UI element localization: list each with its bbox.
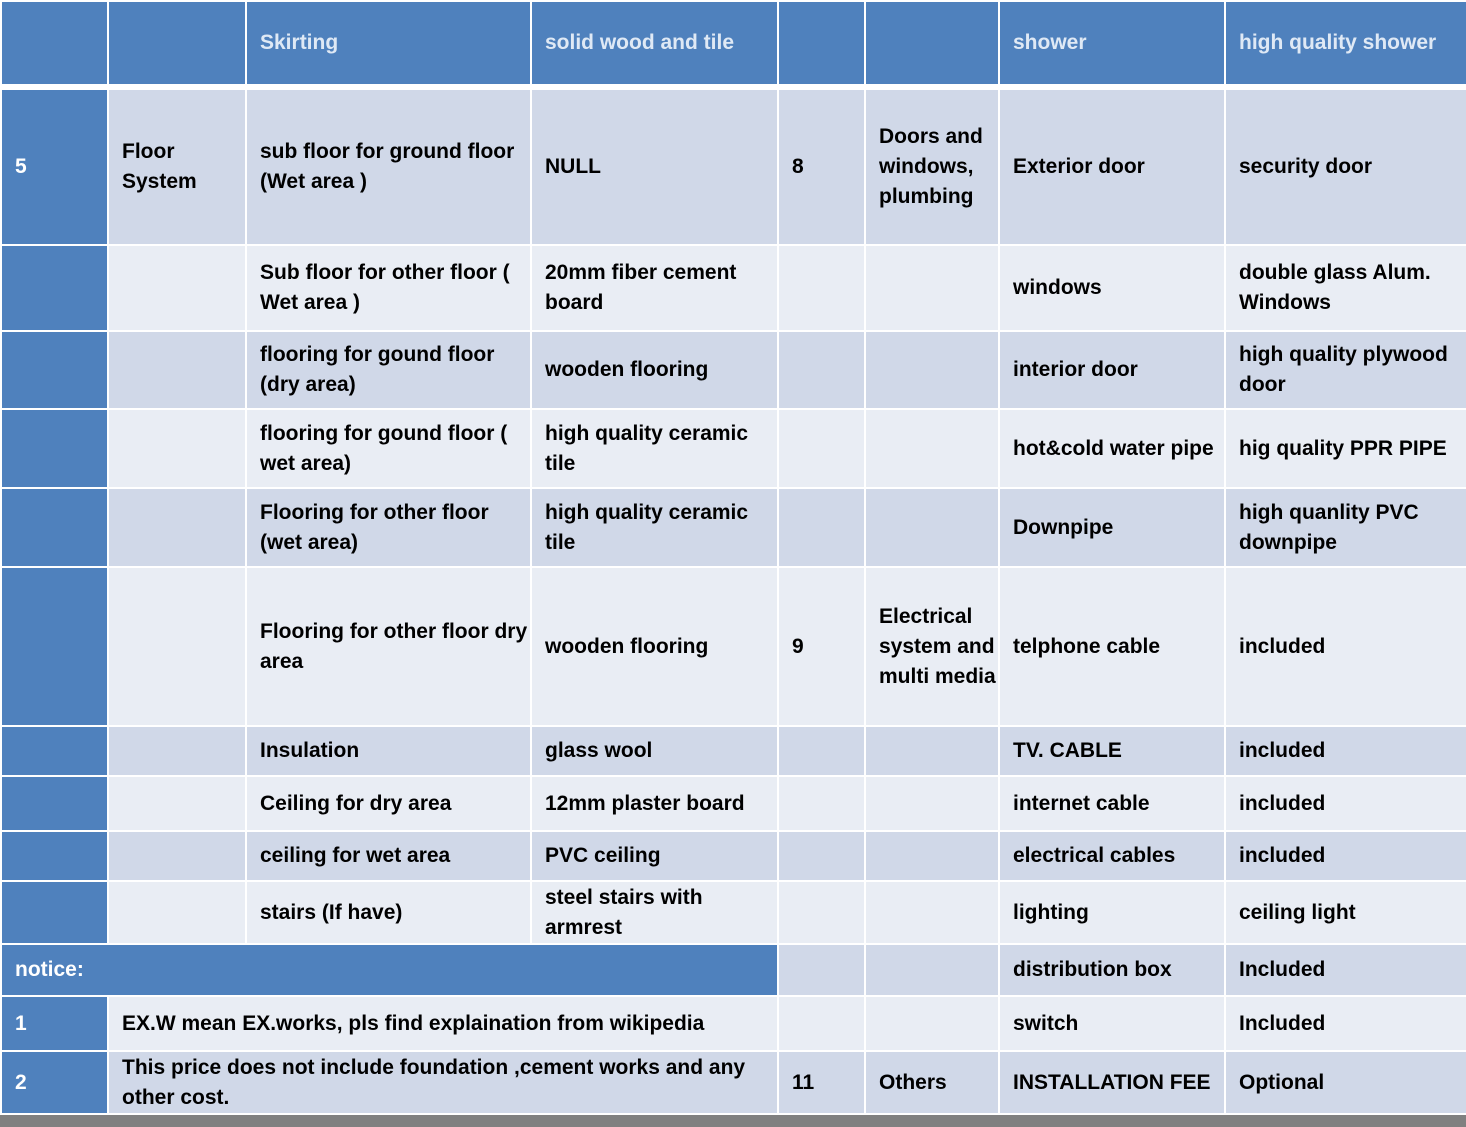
table-row <box>1 726 1466 776</box>
spec-cell-2: double glass Alum. Windows <box>1225 245 1466 331</box>
row-number-2 <box>778 488 865 567</box>
item-cell-2: TV. CABLE <box>999 726 1225 776</box>
row-number-2 <box>778 881 865 944</box>
item-cell-2: lighting <box>999 881 1225 944</box>
category-cell-2: Others <box>865 1051 999 1114</box>
spec-cell: wooden flooring <box>531 331 778 409</box>
header-cell <box>865 1 999 85</box>
category-cell <box>108 245 246 331</box>
spec-cell: high quality ceramic tile <box>531 409 778 488</box>
notice-header-row <box>1 944 1466 996</box>
row-number <box>1 409 108 488</box>
row-number-2 <box>778 776 865 831</box>
row-number <box>1 245 108 331</box>
category-cell <box>108 409 246 488</box>
spec-cell-2: security door <box>1225 89 1466 245</box>
category-cell-2 <box>865 488 999 567</box>
category-cell-2 <box>865 881 999 944</box>
category-cell-2: Doors and windows, plumbing <box>865 89 999 245</box>
category-cell-2: Electrical system and multi media <box>865 567 999 726</box>
row-number <box>1 726 108 776</box>
spec-cell: wooden flooring <box>531 567 778 726</box>
category-cell-2 <box>865 996 999 1051</box>
category-cell: Floor System <box>108 89 246 245</box>
notice-text: This price does not include foundation ,cement works and any other cost. <box>108 1051 778 1114</box>
spec-cell-2: included <box>1225 726 1466 776</box>
category-cell <box>108 567 246 726</box>
header-cell: Skirting <box>246 1 531 85</box>
item-cell-2: hot&cold water pipe <box>999 409 1225 488</box>
item-cell-2: interior door <box>999 331 1225 409</box>
row-number <box>1 776 108 831</box>
category-cell-2 <box>865 409 999 488</box>
item-cell-2: electrical cables <box>999 831 1225 881</box>
spec-cell-2: ceiling light <box>1225 881 1466 944</box>
item-cell-2: switch <box>999 996 1225 1051</box>
item-cell-2: INSTALLATION FEE <box>999 1051 1225 1114</box>
spec-cell: NULL <box>531 89 778 245</box>
category-cell <box>108 831 246 881</box>
row-number: 5 <box>1 89 108 245</box>
header-cell <box>108 1 246 85</box>
category-cell-2 <box>865 726 999 776</box>
category-cell-2 <box>865 245 999 331</box>
category-cell-2 <box>865 831 999 881</box>
table-row <box>1 331 1466 409</box>
spec-cell: 20mm fiber cement board <box>531 245 778 331</box>
spec-cell-2: included <box>1225 776 1466 831</box>
item-cell: sub floor for ground floor (Wet area ) <box>246 89 531 245</box>
item-cell: flooring for gound floor (dry area) <box>246 331 531 409</box>
table-row <box>1 881 1466 944</box>
notice-row <box>1 1051 1466 1114</box>
item-cell-2: Downpipe <box>999 488 1225 567</box>
row-number-2 <box>778 944 865 996</box>
category-cell-2 <box>865 331 999 409</box>
item-cell: stairs (If have) <box>246 881 531 944</box>
item-cell-2: telphone cable <box>999 567 1225 726</box>
category-cell <box>108 881 246 944</box>
table-row <box>1 89 1466 245</box>
bottom-bar <box>0 1115 1466 1127</box>
table-row <box>1 488 1466 567</box>
spec-cell-2: hig quality PPR PIPE <box>1225 409 1466 488</box>
row-number-2 <box>778 996 865 1051</box>
item-cell-2: windows <box>999 245 1225 331</box>
spec-cell-2: high quanlity PVC downpipe <box>1225 488 1466 567</box>
row-number-2 <box>778 726 865 776</box>
item-cell: Flooring for other floor dry area <box>246 567 531 726</box>
spec-cell-2: Included <box>1225 944 1466 996</box>
header-cell: shower <box>999 1 1225 85</box>
notice-text: EX.W mean EX.works, pls find explaination from wikipedia <box>108 996 778 1051</box>
table-row <box>1 776 1466 831</box>
category-cell <box>108 331 246 409</box>
row-number <box>1 488 108 567</box>
row-number-2 <box>778 409 865 488</box>
row-number <box>1 331 108 409</box>
header-cell: high quality shower <box>1225 1 1466 85</box>
item-cell: ceiling for wet area <box>246 831 531 881</box>
spec-cell-2: included <box>1225 831 1466 881</box>
category-cell <box>108 488 246 567</box>
notice-number: 2 <box>1 1051 108 1114</box>
row-number-2 <box>778 831 865 881</box>
spec-cell: steel stairs with armrest <box>531 881 778 944</box>
header-cell <box>1 1 108 85</box>
item-cell: flooring for gound floor ( wet area) <box>246 409 531 488</box>
header-cell <box>778 1 865 85</box>
item-cell-2: Exterior door <box>999 89 1225 245</box>
category-cell <box>108 726 246 776</box>
row-number <box>1 831 108 881</box>
category-cell-2 <box>865 776 999 831</box>
item-cell: Sub floor for other floor ( Wet area ) <box>246 245 531 331</box>
spec-cell-2: Included <box>1225 996 1466 1051</box>
header-cell: solid wood and tile <box>531 1 778 85</box>
item-cell-2: internet cable <box>999 776 1225 831</box>
row-number <box>1 567 108 726</box>
table-row <box>1 409 1466 488</box>
table-row <box>1 831 1466 881</box>
spec-cell: glass wool <box>531 726 778 776</box>
table-row <box>1 245 1466 331</box>
spec-cell-2: included <box>1225 567 1466 726</box>
header-row <box>1 1 1466 85</box>
spec-cell-2: high quality plywood door <box>1225 331 1466 409</box>
table-row <box>1 567 1466 726</box>
notice-title: notice: <box>1 944 778 996</box>
spec-cell: high quality ceramic tile <box>531 488 778 567</box>
spec-cell-2: Optional <box>1225 1051 1466 1114</box>
item-cell: Insulation <box>246 726 531 776</box>
item-cell: Ceiling for dry area <box>246 776 531 831</box>
item-cell-2: distribution box <box>999 944 1225 996</box>
row-number-2: 9 <box>778 567 865 726</box>
notice-row <box>1 996 1466 1051</box>
row-number-2 <box>778 331 865 409</box>
row-number-2: 8 <box>778 89 865 245</box>
notice-number: 1 <box>1 996 108 1051</box>
category-cell-2 <box>865 944 999 996</box>
category-cell <box>108 776 246 831</box>
row-number <box>1 881 108 944</box>
spec-cell: PVC ceiling <box>531 831 778 881</box>
spec-cell: 12mm plaster board <box>531 776 778 831</box>
row-number-2: 11 <box>778 1051 865 1114</box>
row-number-2 <box>778 245 865 331</box>
item-cell: Flooring for other floor (wet area) <box>246 488 531 567</box>
